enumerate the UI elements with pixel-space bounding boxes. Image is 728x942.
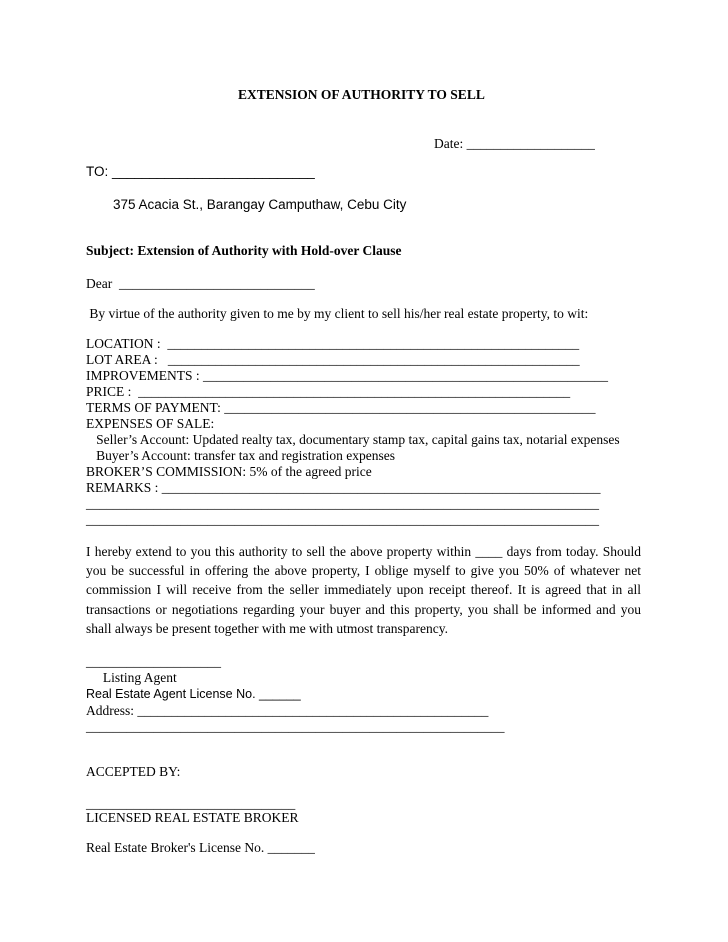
lot-area-field: LOT AREA : _____________________________________________________________ xyxy=(86,352,580,367)
agent-signature-line: ____________________ xyxy=(86,654,221,669)
agent-address-line-2: ______________________________________________________________ xyxy=(86,719,505,734)
address-text: 375 Acacia St., Barangay Camputhaw, Cebu City xyxy=(113,197,407,212)
to-line: TO: ___________________________ xyxy=(86,164,315,179)
dear-line: Dear _____________________________ xyxy=(86,276,315,291)
agent-license-line: Real Estate Agent License No. ______ xyxy=(86,687,301,701)
agent-address-line: Address: ____________________________________________________ xyxy=(86,703,489,718)
broker-title: LICENSED REAL ESTATE BROKER xyxy=(86,810,299,825)
date-line: Date: ___________________ xyxy=(434,136,595,151)
broker-signature-line: _______________________________ xyxy=(86,796,296,811)
remarks-field: REMARKS : _________________________________________________________________ xyxy=(86,480,601,495)
improvements-field: IMPROVEMENTS : ____________________________________________________________ xyxy=(86,368,609,383)
listing-agent-label: Listing Agent xyxy=(86,670,177,685)
expenses-heading: EXPENSES OF SALE: xyxy=(86,416,215,431)
terms-of-payment-field: TERMS OF PAYMENT: _______________________________________________________ xyxy=(86,400,596,415)
remarks-line-2: ____________________________________________________________________________ xyxy=(86,496,599,511)
remarks-line-3: ____________________________________________________________________________ xyxy=(86,512,599,527)
broker-license-line: Real Estate Broker's License No. _______ xyxy=(86,840,315,855)
intro-text: By virtue of the authority given to me by my client to sell his/her real estate property, to wit: xyxy=(86,306,589,321)
brokers-commission: BROKER’S COMMISSION: 5% of the agreed price xyxy=(86,464,372,479)
accepted-by-label: ACCEPTED BY: xyxy=(86,764,181,779)
authority-paragraph: I hereby extend to you this authority to sell the above property within ____ days from today. Should you be successful in offering the above property, I oblige myself to give you 50% of whatever net commission I will receive from the seller immediately upon receipt thereof. It is agreed that in all transactions or negotiations regarding your buyer and this property, you shall be informed and you shall always be present together with me with utmost transparency. xyxy=(86,544,641,636)
document-title: EXTENSION OF AUTHORITY TO SELL xyxy=(238,87,485,102)
sellers-account: Seller’s Account: Updated realty tax, documentary stamp tax, capital gains tax, notarial expenses xyxy=(86,432,620,447)
buyers-account: Buyer’s Account: transfer tax and registration expenses xyxy=(86,448,396,463)
price-field: PRICE : ________________________________________________________________ xyxy=(86,384,571,399)
location-field: LOCATION : _____________________________________________________________ xyxy=(86,336,580,351)
subject-line: Subject: Extension of Authority with Hold-over Clause xyxy=(86,243,402,258)
